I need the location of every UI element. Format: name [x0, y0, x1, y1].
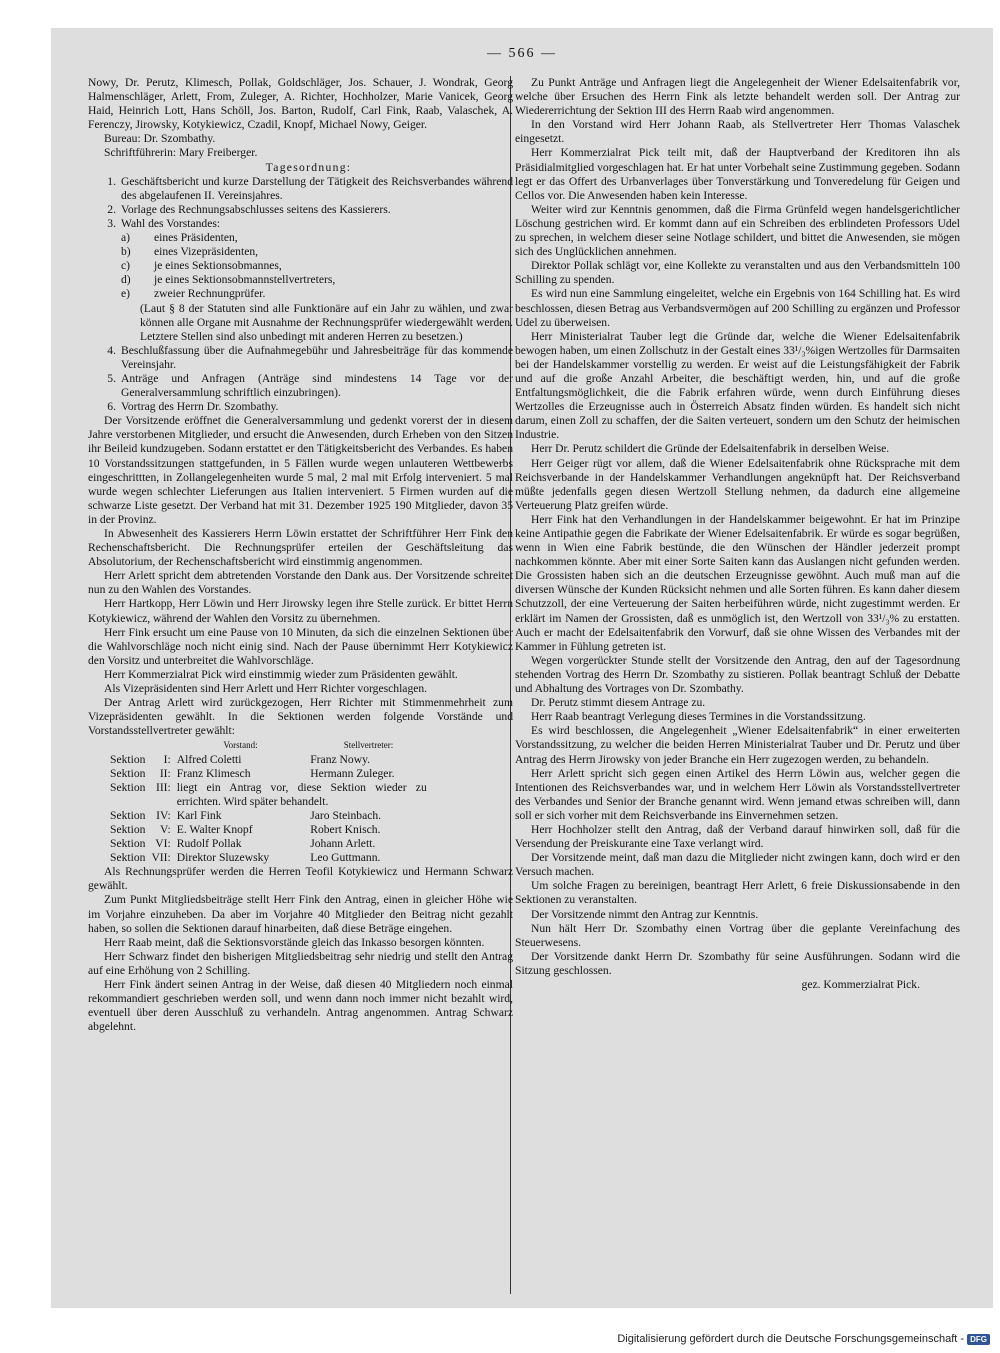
- deputy-header: Stellvertreter:: [343, 740, 394, 751]
- paragraph: Wegen vorgerückter Stunde stellt der Vorsitzende den Antrag, den auf der Tagesordnung stehenden Vortrag des Herrn Dr. Szombathy zu sistieren. Pollak beantragt Schluß der Debatte und Abhaltung des Vortrages von Dr. Szombathy.: [515, 653, 960, 696]
- election-note: (Laut § 8 der Statuten sind alle Funktionäre auf ein Jahr zu wählen, und zwar können alle Organe mit Ausnahme der Rechnungsprüfer wiedergewählt werden. Letztere Stellen sind also unbedingt mit anderen Herren zu besetzen.): [140, 301, 513, 343]
- scanned-page: [51, 28, 993, 1308]
- attendee-list: Nowy, Dr. Perutz, Klimesch, Pollak, Goldschläger, Jos. Schauer, J. Wondrak, Georg Halmenschläger, Arlett, From, Zuleger, A. Richter, Hochholzer, Marie Vanicek, Georg Haid, Heinrich Lott, Hans Schöll, Jos. Barton, Rudolf, Carl Fink, Raab, Valaschek, A. Ferenczy, Jirowsky, Kotykiewicz, Czadil, Knopf, Michael Nowy, Geiger.: [88, 76, 513, 132]
- agenda-list: [88, 175, 513, 415]
- paragraph: Als Vizepräsidenten sind Herr Arlett und Herr Richter vorgeschlagen.: [104, 682, 428, 696]
- paragraph: Herr Arlett spricht dem abtretenden Vorstande den Dank aus. Der Vorsitzende schreitet nun zu den Wahlen des Vorstandes.: [88, 569, 513, 597]
- paragraph: Herr Raab beantragt Verlegung dieses Termines in die Vorstandssitzung.: [531, 710, 866, 724]
- agenda-item: 6. Vortrag des Herrn Dr. Szombathy.: [107, 400, 279, 414]
- paragraph: In Abwesenheit des Kassierers Herrn Löwin erstattet der Schriftführer Herr Fink den Rechenschaftsbericht. Die Rechnungsprüfer erteilen der Geschäftsleitung das Absolutorium, der Rechenschaftsbericht wird einstimmig angenommen.: [88, 527, 513, 569]
- footer-text: Digitalisierung gefördert durch die Deutsche Forschungsgemeinschaft -: [617, 1333, 965, 1345]
- paragraph: Nun hält Herr Dr. Szombathy einen Vortrag über die geplante Vereinfachung des Steuerwesens.: [515, 921, 960, 949]
- paragraph: Der Antrag Arlett wird zurückgezogen, Herr Richter mit Stimmenmehrheit zum Vizepräsidenten gewählt. In die Sektionen werden folgende Vorstände und Vorstandsstellvertreter gewählt:: [88, 696, 513, 738]
- signature: gez. Kommerzialrat Pick.: [801, 978, 920, 991]
- section-row: Sektion VII: Direktor Sluzewsky Leo Guttmann.: [110, 851, 381, 865]
- agenda-item: 1. Geschäftsbericht und kurze Darstellung der Tätigkeit des Reichsverbandes während des abgelaufenen II. Vereinsjahres.: [107, 174, 513, 202]
- paragraph: Der Vorsitzende nimmt den Antrag zur Kenntnis.: [531, 907, 759, 921]
- paragraph: Herr Raab meint, daß die Sektionsvorstände gleich das Inkasso besorgen könnten.: [104, 935, 485, 949]
- dfg-logo: DFG: [967, 1334, 990, 1345]
- paragraph: Herr Arlett spricht sich gegen einen Artikel des Herrn Löwin aus, welcher gegen die Intentionen des Reichsverbandes war, und in welchem Herr Löwin als Vorstandsstellvertreter des Verbandes und Senior der Branche genannt wird. Wenn jemand etwas schreiben will, dann soll er sich vorher mit dem Reichsverbande ins Einvernehmen setzen.: [515, 766, 960, 822]
- sections-header-row: [110, 738, 433, 752]
- election-item: e) zweier Rechnungprüfer.: [121, 287, 266, 301]
- paragraph: Es wird beschlossen, die Angelegenheit „Wiener Edelsaitenfabrik“ in einer erweiterten Vorstandssitzung, zu welcher die beiden Herren Ministerialrat Tauber und Dr. Perutz und über Antrag des Herrn Jirowsky von jeder Branche ein Herr zugezogen werden, zu behandeln.: [515, 724, 960, 766]
- section-row: Sektion IV: Karl Fink Jaro Steinbach.: [110, 808, 382, 822]
- agenda-title: Tagesordnung:: [265, 160, 352, 174]
- paragraph: Herr Fink ändert seinen Antrag in der Weise, daß diesen 40 Mitgliedern noch einmal rekommandiert geschrieben werden soll, und wenn dann noch immer nicht bezahlt wird, eventuell über deren Ausschluß zu verhandeln. Antrag angenommen. Antrag Schwarz abgelehnt.: [88, 978, 513, 1034]
- election-item: a) eines Präsidenten,: [121, 231, 238, 245]
- paragraph: Es wird nun eine Sammlung eingeleitet, welche ein Ergebnis von 164 Schilling hat. Es wird beschlossen, diesen Betrag aus Verbandsvermögen auf 200 Schilling zu ergänzen und Professor Udel zu überweisen.: [515, 287, 960, 329]
- right-column: [515, 76, 960, 992]
- section-row: Sektion II: Franz Klimesch Hermann Zuleger.: [110, 766, 395, 780]
- agenda-item: 5. Anträge und Anfragen (Anträge sind mindestens 14 Tage vor der Generalversammlung schriftlich einzubringen).: [107, 371, 513, 400]
- left-column: [88, 76, 513, 1034]
- agenda-item: 2. Vorlage des Rechnungsabschlusses seitens des Kassierers.: [107, 202, 391, 216]
- paragraph: Dr. Perutz stimmt diesem Antrage zu.: [531, 696, 706, 710]
- paragraph: In den Vorstand wird Herr Johann Raab, als Stellvertreter Herr Thomas Valaschek eingesetzt.: [515, 118, 960, 146]
- paragraph: Herr Geiger rügt vor allem, daß die Wiener Edelsaitenfabrik ohne Rücksprache mit dem Reichsverbande in der Handelskammer Verhandlungen angeknüpft hat. Der Reichsverband müßte jedenfalls gegen diesen Wertzoll Stellung nehmen, da dadurch eine allgemeine Verteuerung Platz greifen würde.: [515, 456, 960, 512]
- paragraph: Herr Hochholzer stellt den Antrag, daß der Verband darauf hinwirken soll, daß für die Versendung der Preiskurante eine Taxe verlangt wird.: [515, 822, 960, 851]
- election-item: c) je eines Sektionsobmannes,: [121, 259, 282, 273]
- digitization-footer: [617, 1333, 990, 1345]
- paragraph: Herr Kommerzialrat Pick teilt mit, daß der Hauptverband der Kreditoren ihn als Präsidialmitglied vorgeschlagen hat. Er hat unter Vorbehalt seine Zustimmung gegeben. Sodann legt er das Offert des Urbanverlages über Tonverstärkung und Tonveredelung für Geigen und Cellos vor. Die Anwesenden haben kein Interesse.: [515, 146, 960, 202]
- secretary-line: Schriftführerin: Mary Freiberger.: [104, 146, 258, 160]
- election-item: b) eines Vizepräsidenten,: [121, 245, 259, 259]
- paragraph: Der Vorsitzende dankt Herrn Dr. Szombathy für seine Ausführungen. Sodann wird die Sitzung geschlossen.: [515, 949, 960, 977]
- paragraph: Herr Dr. Perutz schildert die Gründe der Edelsaitenfabrik in derselben Weise.: [531, 442, 890, 456]
- section-row: Sektion V: E. Walter Knopf Robert Knisch.: [110, 822, 381, 836]
- election-sublist: [88, 231, 513, 301]
- board-header: Vorstand:: [223, 740, 258, 751]
- section-row: Sektion III: liegt ein Antrag vor, diese Sektion wieder zu errichten. Wird später behandelt.: [110, 780, 427, 808]
- paragraph: Um solche Fragen zu bereinigen, beantragt Herr Arlett, 6 freie Diskussionsabende in den Sektionen zu veranstalten.: [515, 879, 960, 907]
- paragraph: Herr Ministerialrat Tauber legt die Gründe dar, welche die Wiener Edelsaitenfabrik bewogen haben, um einen Zollschutz in der Gestalt eines 33¹/₃%igen Wertzolles für Darmsaiten bei der Handelskammer vorstellig zu werden. Er weist auf die Leistungsfähigkeit der Fabrik und auf die große Anzahl Arbeiter, die beschäftigt werden, hin, und auf die große Entfaltungsmöglichkeit, die die Fabrik erfahren würde, wenn durch Einführung dieses Wertzolles die Erzeugnisse auch in Österreich Absatz finden würden. Es handelt sich nicht darum, einen Zoll zu schaffen, der die Saiten verteuert, sondern um den Schutz der heimischen Industrie.: [515, 329, 960, 442]
- agenda-item: 3. Wahl des Vorstandes:: [107, 216, 221, 230]
- paragraph: Der Vorsitzende meint, daß man dazu die Mitglieder nicht zwingen kann, doch wird er den Versuch machen.: [515, 851, 960, 879]
- agenda-item: 4. Beschlußfassung über die Aufnahmegebühr und Jahresbeiträge für das kommende Vereinsjahr.: [107, 343, 513, 371]
- paragraph: Direktor Pollak schlägt vor, eine Kollekte zu veranstalten und aus den Verbandsmitteln 100 Schilling zu spenden.: [515, 259, 960, 287]
- bureau-line: Bureau: Dr. Szombathy.: [104, 132, 216, 146]
- sections-table: [110, 738, 433, 865]
- paragraph: Der Vorsitzende eröffnet die Generalversammlung und gedenkt vorerst der in diesem Jahre verstorbenen Mitglieder, und ersucht die Anwesenden, durch Erheben von den Sitzen ihr Beileid kundzugeben. Sodann erstattet er den Tätigkeitsbericht des Verbandes. Es haben 10 Vorstandssitzungen stattgefunden, in 5 Fällen wurde wegen unlauteren Wettbewerbs eingeschrittten, in Zollangelegenheiten wurde 5 mal, 2 mal mit Erfolg interveniert. 5 mal wurde wegen schlechter Lieferungen aus Italien interveniert. 5 Firmen wurden auf die schwarze Liste gesetzt. Der Verband hat mit 31. Dezember 1925 190 Mitglieder, davon 35 in der Provinz.: [88, 414, 513, 526]
- paragraph: Herr Kommerzialrat Pick wird einstimmig wieder zum Präsidenten gewählt.: [104, 667, 458, 681]
- paragraph: Herr Fink hat den Verhandlungen in der Handelskammer beigewohnt. Er hat im Prinzipe keine Antipathie gegen die Fabrikate der Wiener Edelsaitenfabrik. Er würde es sogar begrüßen, wenn in Wien eine Fabrik bestünde, die den Wünschen der Händler jederzeit prompt nachkommen könnte. Aber mit einer Sorte Saiten kann das Auslangen nicht gefunden werden. Die Grossisten haben sich an die deutschen Erzeugnisse gewöhnt. Auch muß man auf die diversen Wünsche der Kunden Rücksicht nehmen und alle Sorten führen. Es kann daher diesem Schutzzoll, der eine Verteuerung der Saiten herbeiführen würde, nicht zugestimmt werden. Er erklärt im Namen der Grossisten, daß es unmöglich ist, den Wertzoll von 33¹/₃% zu erstatten. Auch er macht der Edelsaitenfabrik den Vorwurf, daß sie ohne Wissen des Verbandes mit der Kammer in Fühlung getreten ist.: [515, 512, 960, 653]
- paragraph: Zum Punkt Mitgliedsbeiträge stellt Herr Fink den Antrag, einen in gleicher Höhe wie im Vorjahre einzuheben. Da aber im Vorjahre 40 Mitglieder den Beitrag nicht gezahlt haben, so sollen die Sektionen darauf hinarbeiten, daß diese Beträge eingehen.: [88, 893, 513, 935]
- paragraph: Herr Schwarz findet den bisherigen Mitgliedsbeitrag sehr niedrig und stellt den Antrag auf eine Erhöhung von 2 Schilling.: [88, 949, 513, 977]
- paragraph: Herr Fink ersucht um eine Pause von 10 Minuten, da sich die einzelnen Sektionen über die Wahlvorschläge noch nicht einig sind. Nach der Pause übernimmt Herr Kotykiewicz den Vorsitz und unterbreitet die Wahlvorschläge.: [88, 625, 513, 667]
- election-item: d) je eines Sektionsobmannstellvertreters,: [121, 273, 336, 287]
- paragraph: Herr Hartkopp, Herr Löwin und Herr Jirowsky legen ihre Stelle zurück. Er bittet Herrn Kotykiewicz, während der Wahlen den Vorsitz zu übernehmen.: [88, 597, 513, 625]
- paragraph: Zu Punkt Anträge und Anfragen liegt die Angelegenheit der Wiener Edelsaitenfabrik vor, welche über Ersuchen des Herrn Fink als letzte behandelt werden soll. Der Antrag zur Wiedererrichtung der Sektion III des Herrn Raab wird angenommen.: [515, 76, 960, 118]
- page-number: — 566 —: [487, 46, 557, 61]
- paragraph: Weiter wird zur Kenntnis genommen, daß die Firma Grünfeld wegen handelsgerichtlicher Löschung gestrichen wird. Er kommt dann auf ein Schreiben des erblindeten Professors Udel zu sprechen, in welchem dieser seine Notlage schildert, und bittet die Anwesenden, sie mögen sich des Unglücklichen annehmen.: [515, 202, 960, 259]
- paragraph: Als Rechnungsprüfer werden die Herren Teofil Kotykiewicz und Hermann Schwarz gewählt.: [88, 865, 513, 893]
- section-row: Sektion VI: Rudolf Pollak Johann Arlett.: [110, 837, 376, 851]
- section-row: Sektion I: Alfred Coletti Franz Nowy.: [110, 752, 371, 766]
